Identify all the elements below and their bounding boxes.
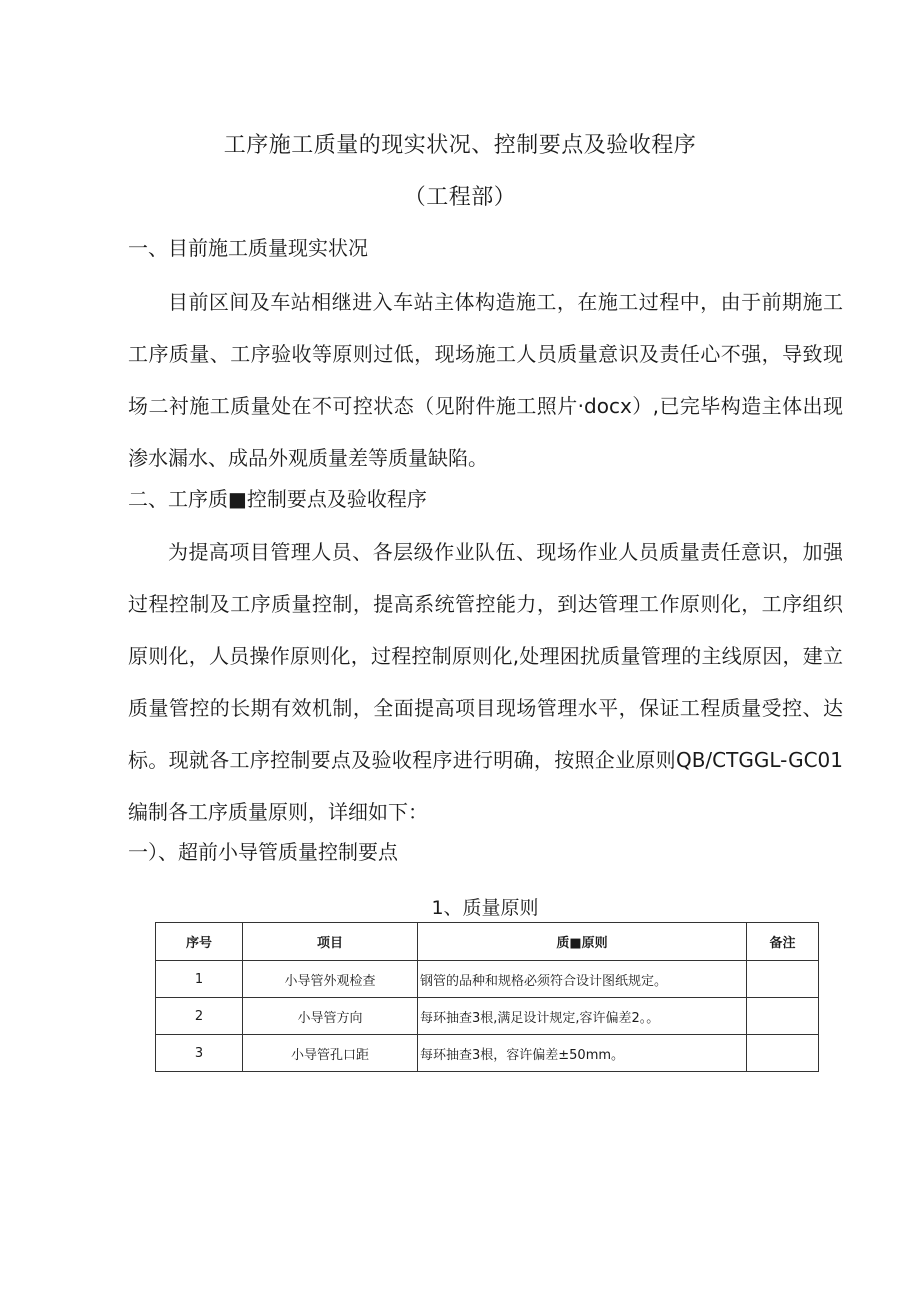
table-header-row xyxy=(156,923,819,961)
table-row xyxy=(156,1035,819,1072)
section1-heading: 一、目前施工质量现实状况 xyxy=(128,236,368,260)
cell-item: 小导管方向 xyxy=(243,998,418,1035)
cell-item: 小导管孔口距 xyxy=(243,1035,418,1072)
header-index: 序号 xyxy=(156,923,243,961)
cell-standard: 钢管的品种和规格必须符合设计图纸规定。 xyxy=(418,961,747,998)
cell-remark xyxy=(747,961,819,998)
cell-index: 1 xyxy=(156,961,243,998)
table-row xyxy=(156,961,819,998)
section2-heading: 二、工序质■控制要点及验收程序 xyxy=(128,487,427,511)
cell-standard: 每环抽查3根,满足设计规定,容许偏差2。。 xyxy=(418,998,747,1035)
cell-index: 3 xyxy=(156,1035,243,1072)
header-item: 项目 xyxy=(243,923,418,961)
table-caption: 1、质量原则 xyxy=(431,897,539,919)
table-row xyxy=(156,998,819,1035)
document-subtitle: （工程部） xyxy=(403,185,517,210)
cell-index: 2 xyxy=(156,998,243,1035)
header-remark: 备注 xyxy=(747,923,819,961)
quality-standard-table xyxy=(155,922,819,1072)
cell-remark xyxy=(747,998,819,1035)
section1-paragraph: 目前区间及车站相继进入车站主体构造施工，在施工过程中，由于前期施工工序质量、工序验收等原则过低，现场施工人员质量意识及责任心不强，导致现场二衬施工质量处在不可控状态（见附件施工照片·docx）,已完毕构造主体出现渗水漏水、成品外观质量差等质量缺陷。 xyxy=(128,290,843,470)
cell-remark xyxy=(747,1035,819,1072)
header-standard: 质■原则 xyxy=(418,923,747,961)
document-title: 工序施工质量的现实状况、控制要点及验收程序 xyxy=(223,133,697,158)
subsection-heading: 一）、超前小导管质量控制要点 xyxy=(128,840,398,864)
cell-standard: 每环抽查3根，容许偏差±50mm。 xyxy=(418,1035,747,1072)
cell-item: 小导管外观检查 xyxy=(243,961,418,998)
section2-paragraph: 为提高项目管理人员、各层级作业队伍、现场作业人员质量责任意识，加强过程控制及工序质量控制，提高系统管控能力，到达管理工作原则化，工序组织原则化，人员操作原则化，过程控制原则化,处理困扰质量管理的主线原因，建立质量管控的长期有效机制，全面提高项目现场管理水平，保证工程质量受控、达标。现就各工序控制要点及验收程序进行明确，按照企业原则QB/CTGGL-GC01编制各工序质量原则，详细如下： xyxy=(128,540,843,824)
